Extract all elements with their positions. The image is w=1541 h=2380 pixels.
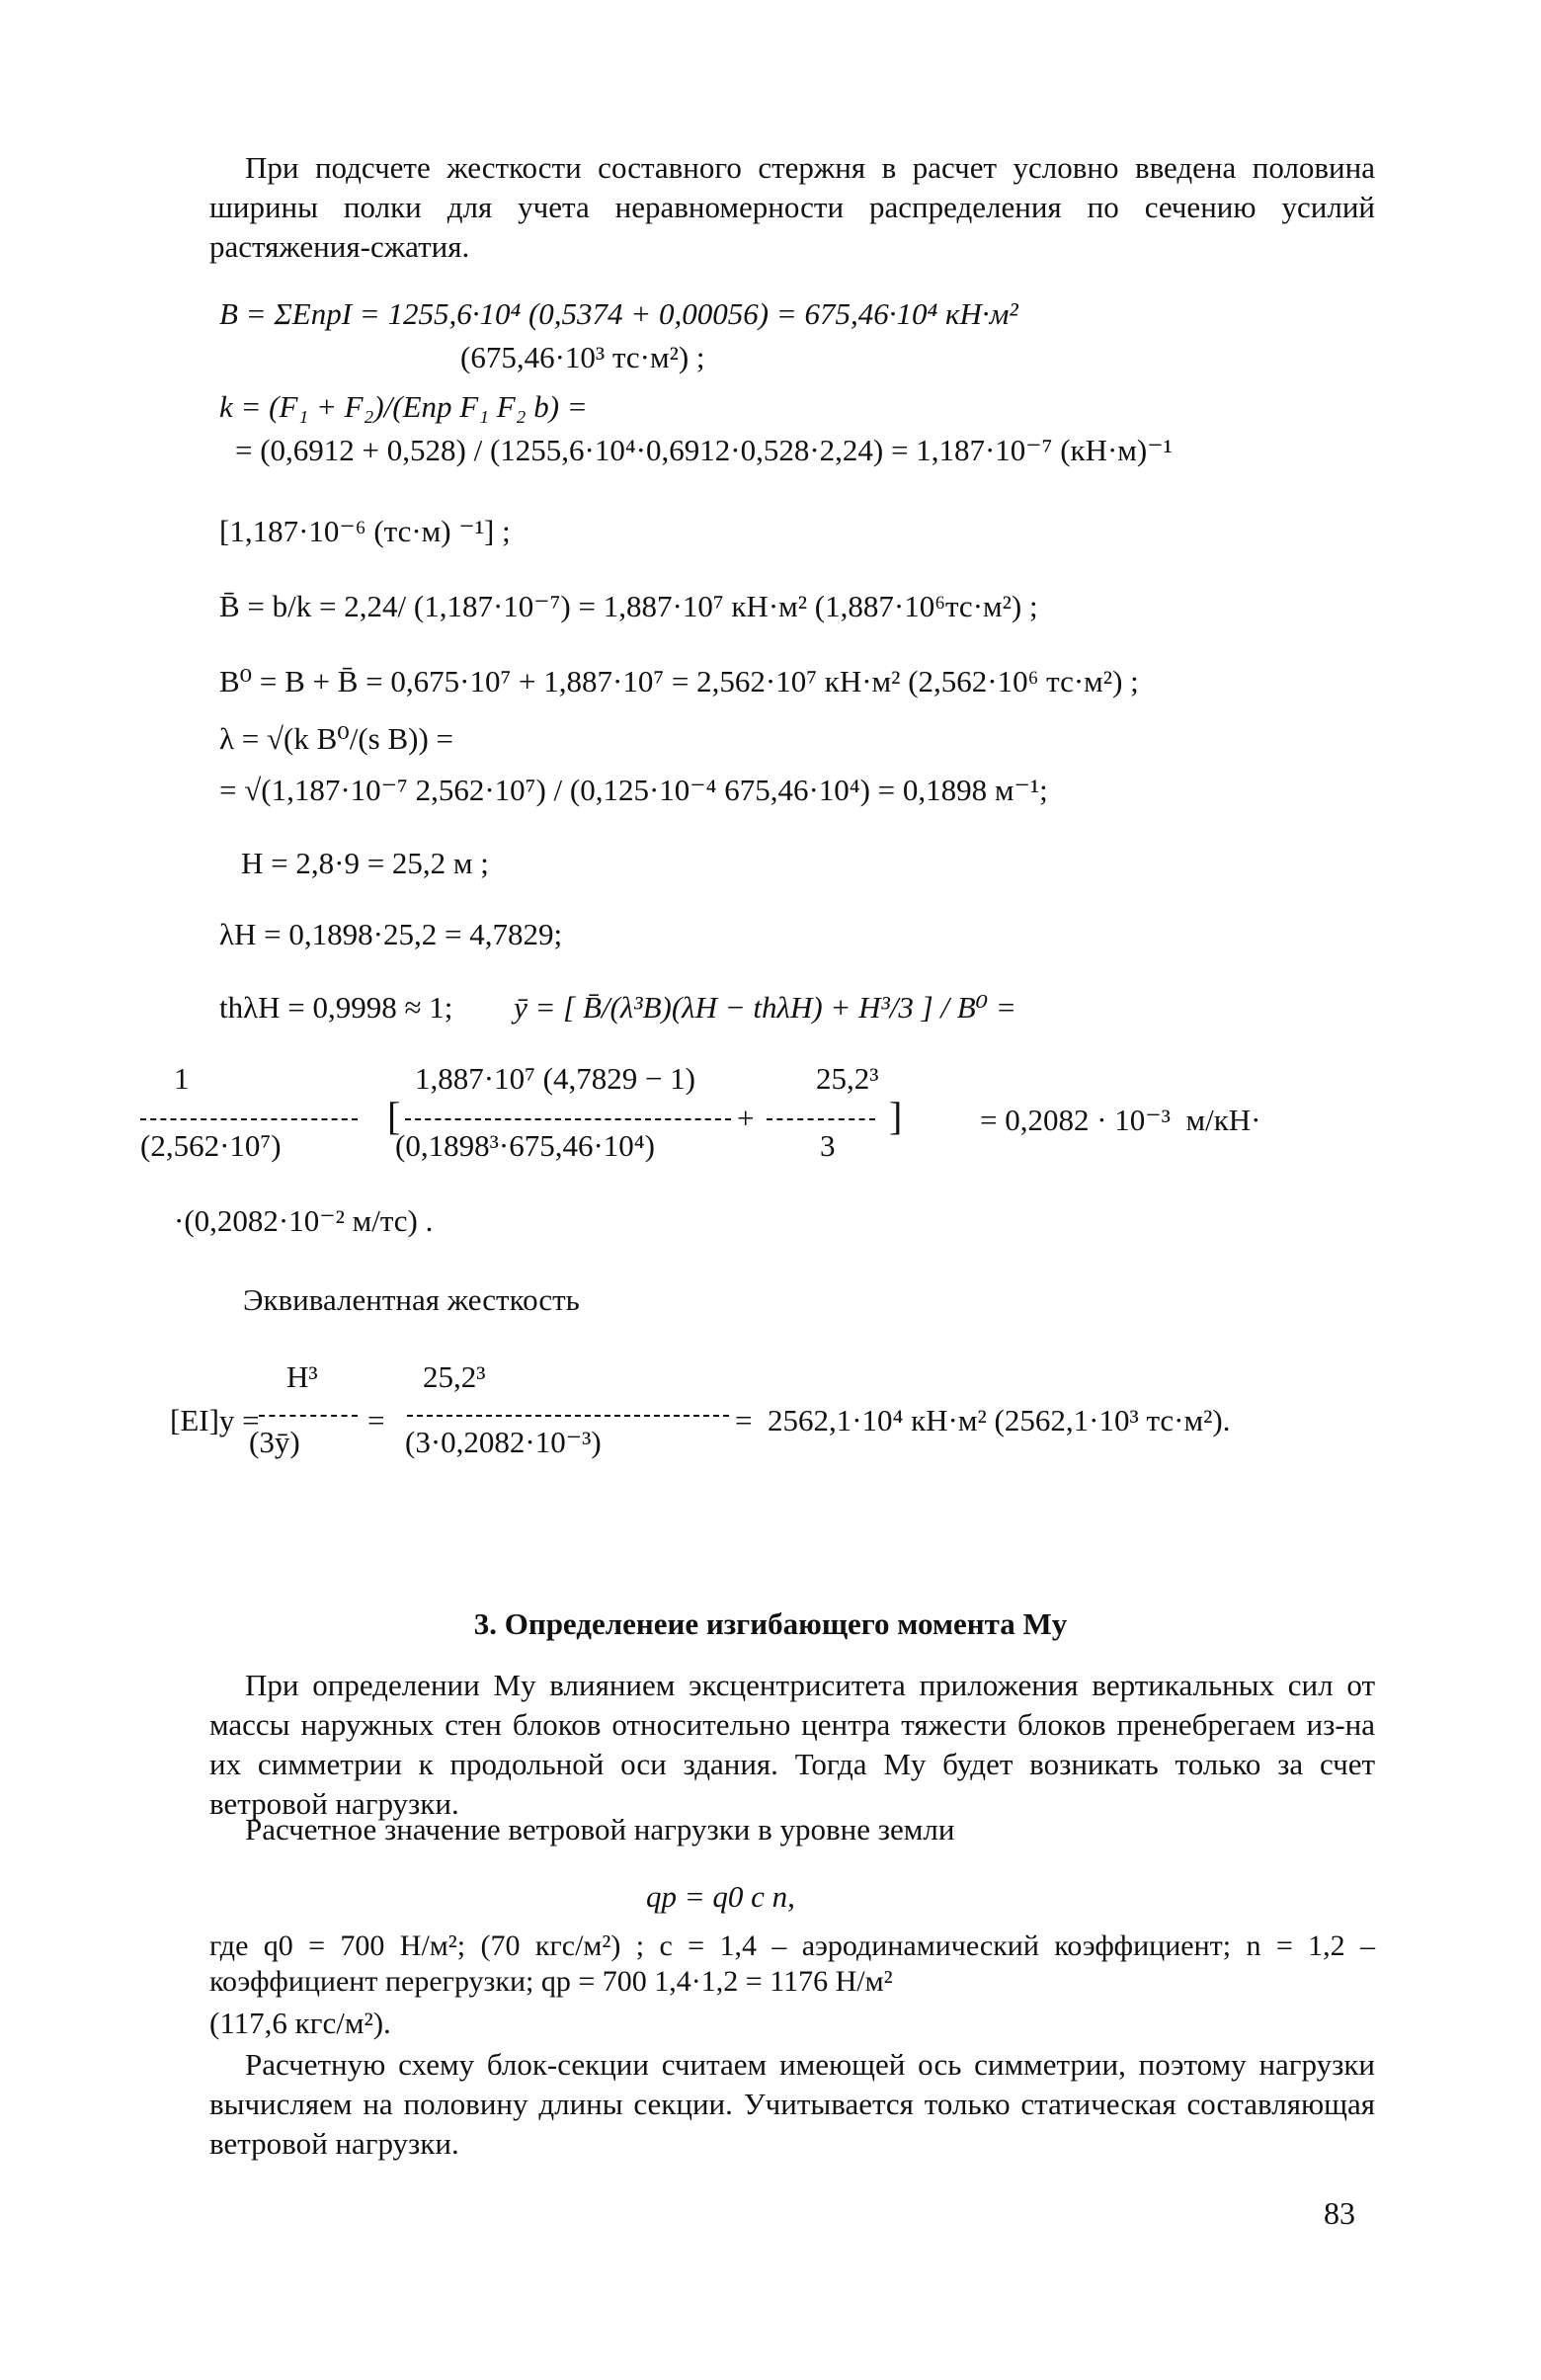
eq-b0-line: B⁰ = B + B̄ = 0,675·10⁷ + 1,887·10⁷ = 2,562·10⁷ кН·м² (2,562·10⁶ тс·м²) ; (219, 664, 1139, 698)
section-heading: 3. Определенеие изгибающего момента My (473, 1606, 1068, 1641)
frac3-denominator: 3 (820, 1128, 836, 1163)
eq-k-line3: [1,187·10⁻⁶ (тс·м) ⁻¹] ; (219, 514, 511, 548)
frac2-denominator: (0,1898³·675,46·10⁴) (395, 1128, 655, 1163)
eq-k-line1: k = (F₁ + F₂)/(Eпр F₁ F₂ b) = (219, 389, 588, 424)
ei-left: [EI]y = (170, 1403, 260, 1437)
eq-b-line1: B = ΣEпрI = 1255,6·10⁴ (0,5374 + 0,00056) = 675,46·10⁴ кН·м² (219, 296, 1018, 331)
ei-result: = 2562,1·10⁴ кН·м² (2562,1·10³ тс·м²). (735, 1403, 1231, 1437)
frac1-numerator: 1 (174, 1061, 190, 1096)
frac1-bar (140, 1118, 358, 1120)
frac2-numerator: 1,887·10⁷ (4,7829 − 1) (415, 1061, 696, 1096)
equiv-label: Эквивалентная жесткость (243, 1282, 580, 1317)
para-final: Расчетную схему блок-секции считаем имеющей ось симметрии, поэтому нагрузки вычисляем на половину длины секции. Учитывается только статическая составляющая ветровой нагрузки. (209, 2047, 1375, 2161)
para-my: При определении My влиянием эксцентриситета приложения вертикальных сил от массы наружных стен блоков относительно центра тяжести блоков пренебрегаем из-на их симметрии к продольной оси здания. Тогда My будет возникать только за счет ветровой нагрузки. (209, 1668, 1375, 1821)
ei-equals: = (367, 1403, 385, 1437)
frac1-denominator: (2,562·10⁷) (140, 1128, 282, 1163)
wind-formula: qp = q0 c n, (646, 1879, 795, 1914)
ei-frac1-bar (259, 1415, 358, 1417)
frac3-numerator: 25,2³ (816, 1061, 879, 1096)
eq-ybar-def: ȳ = [ B̄/(λ³B)(λH − thλH) + H³/3 ] / B⁰ = (514, 990, 1016, 1025)
eq-k-line2: = (0,6912 + 0,528) / (1255,6·10⁴·0,6912·0,528·2,24) = 1,187·10⁻⁷ (кН·м)⁻¹ (235, 433, 1173, 467)
eq-h-line: H = 2,8·9 = 25,2 м ; (241, 846, 489, 880)
frac3-bar (767, 1118, 875, 1120)
page-number: 83 (1324, 2195, 1355, 2231)
eq-lambda-line2: = √(1,187·10⁻⁷ 2,562·10⁷) / (0,125·10⁻⁴ 675,46·10⁴) = 0,1898 м⁻¹; (219, 773, 1048, 807)
ei-frac1-denominator: (3ȳ) (249, 1425, 300, 1459)
eq-th-line: thλH = 0,9998 ≈ 1; (219, 990, 453, 1025)
eq-lh-line: λH = 0,1898·25,2 = 4,7829; (219, 917, 563, 951)
para-wind: Расчетное значение ветровой нагрузки в уровне земли (245, 1812, 955, 1847)
eq-lambda-line1: λ = √(k B⁰/(s B)) = (219, 721, 454, 756)
ei-frac2-denominator: (3·0,2082·10⁻³) (405, 1425, 602, 1459)
where-line2: (117,6 кгс/м²). (209, 2006, 391, 2040)
plus-sign: + (737, 1101, 755, 1135)
ybar-result: = 0,2082 · 10⁻³ м/кН· (980, 1103, 1261, 1137)
intro-paragraph: При подсчете жесткости составного стержня в расчет условно введена половина ширины полки для учета неравномерности распределения по сечению усилий растяжения-сжатия. (209, 150, 1375, 264)
ybar-alt: ·(0,2082·10⁻² м/тс) . (174, 1203, 434, 1238)
bracket-close: ] (889, 1094, 903, 1138)
bracket-open: [ (387, 1094, 401, 1138)
where-line1: где q0 = 700 Н/м²; (70 кгс/м²) ; c = 1,4 – аэродинамический коэффициент; n = 1,2 – коэффициент перегрузки; qp = 700 1,4·1,2 = 1176 Н/м² (209, 1929, 1375, 1998)
ei-frac2-numerator: 25,2³ (423, 1359, 486, 1394)
eq-bbar-line: B̄ = b/k = 2,24/ (1,187·10⁻⁷) = 1,887·10⁷ кН·м² (1,887·10⁶тс·м²) ; (219, 589, 1038, 623)
ei-frac2-bar (407, 1415, 729, 1417)
ei-frac1-numerator: H³ (286, 1359, 318, 1394)
eq-b-line2: (675,46·10³ тс·м²) ; (460, 340, 705, 374)
frac2-bar (405, 1118, 731, 1120)
